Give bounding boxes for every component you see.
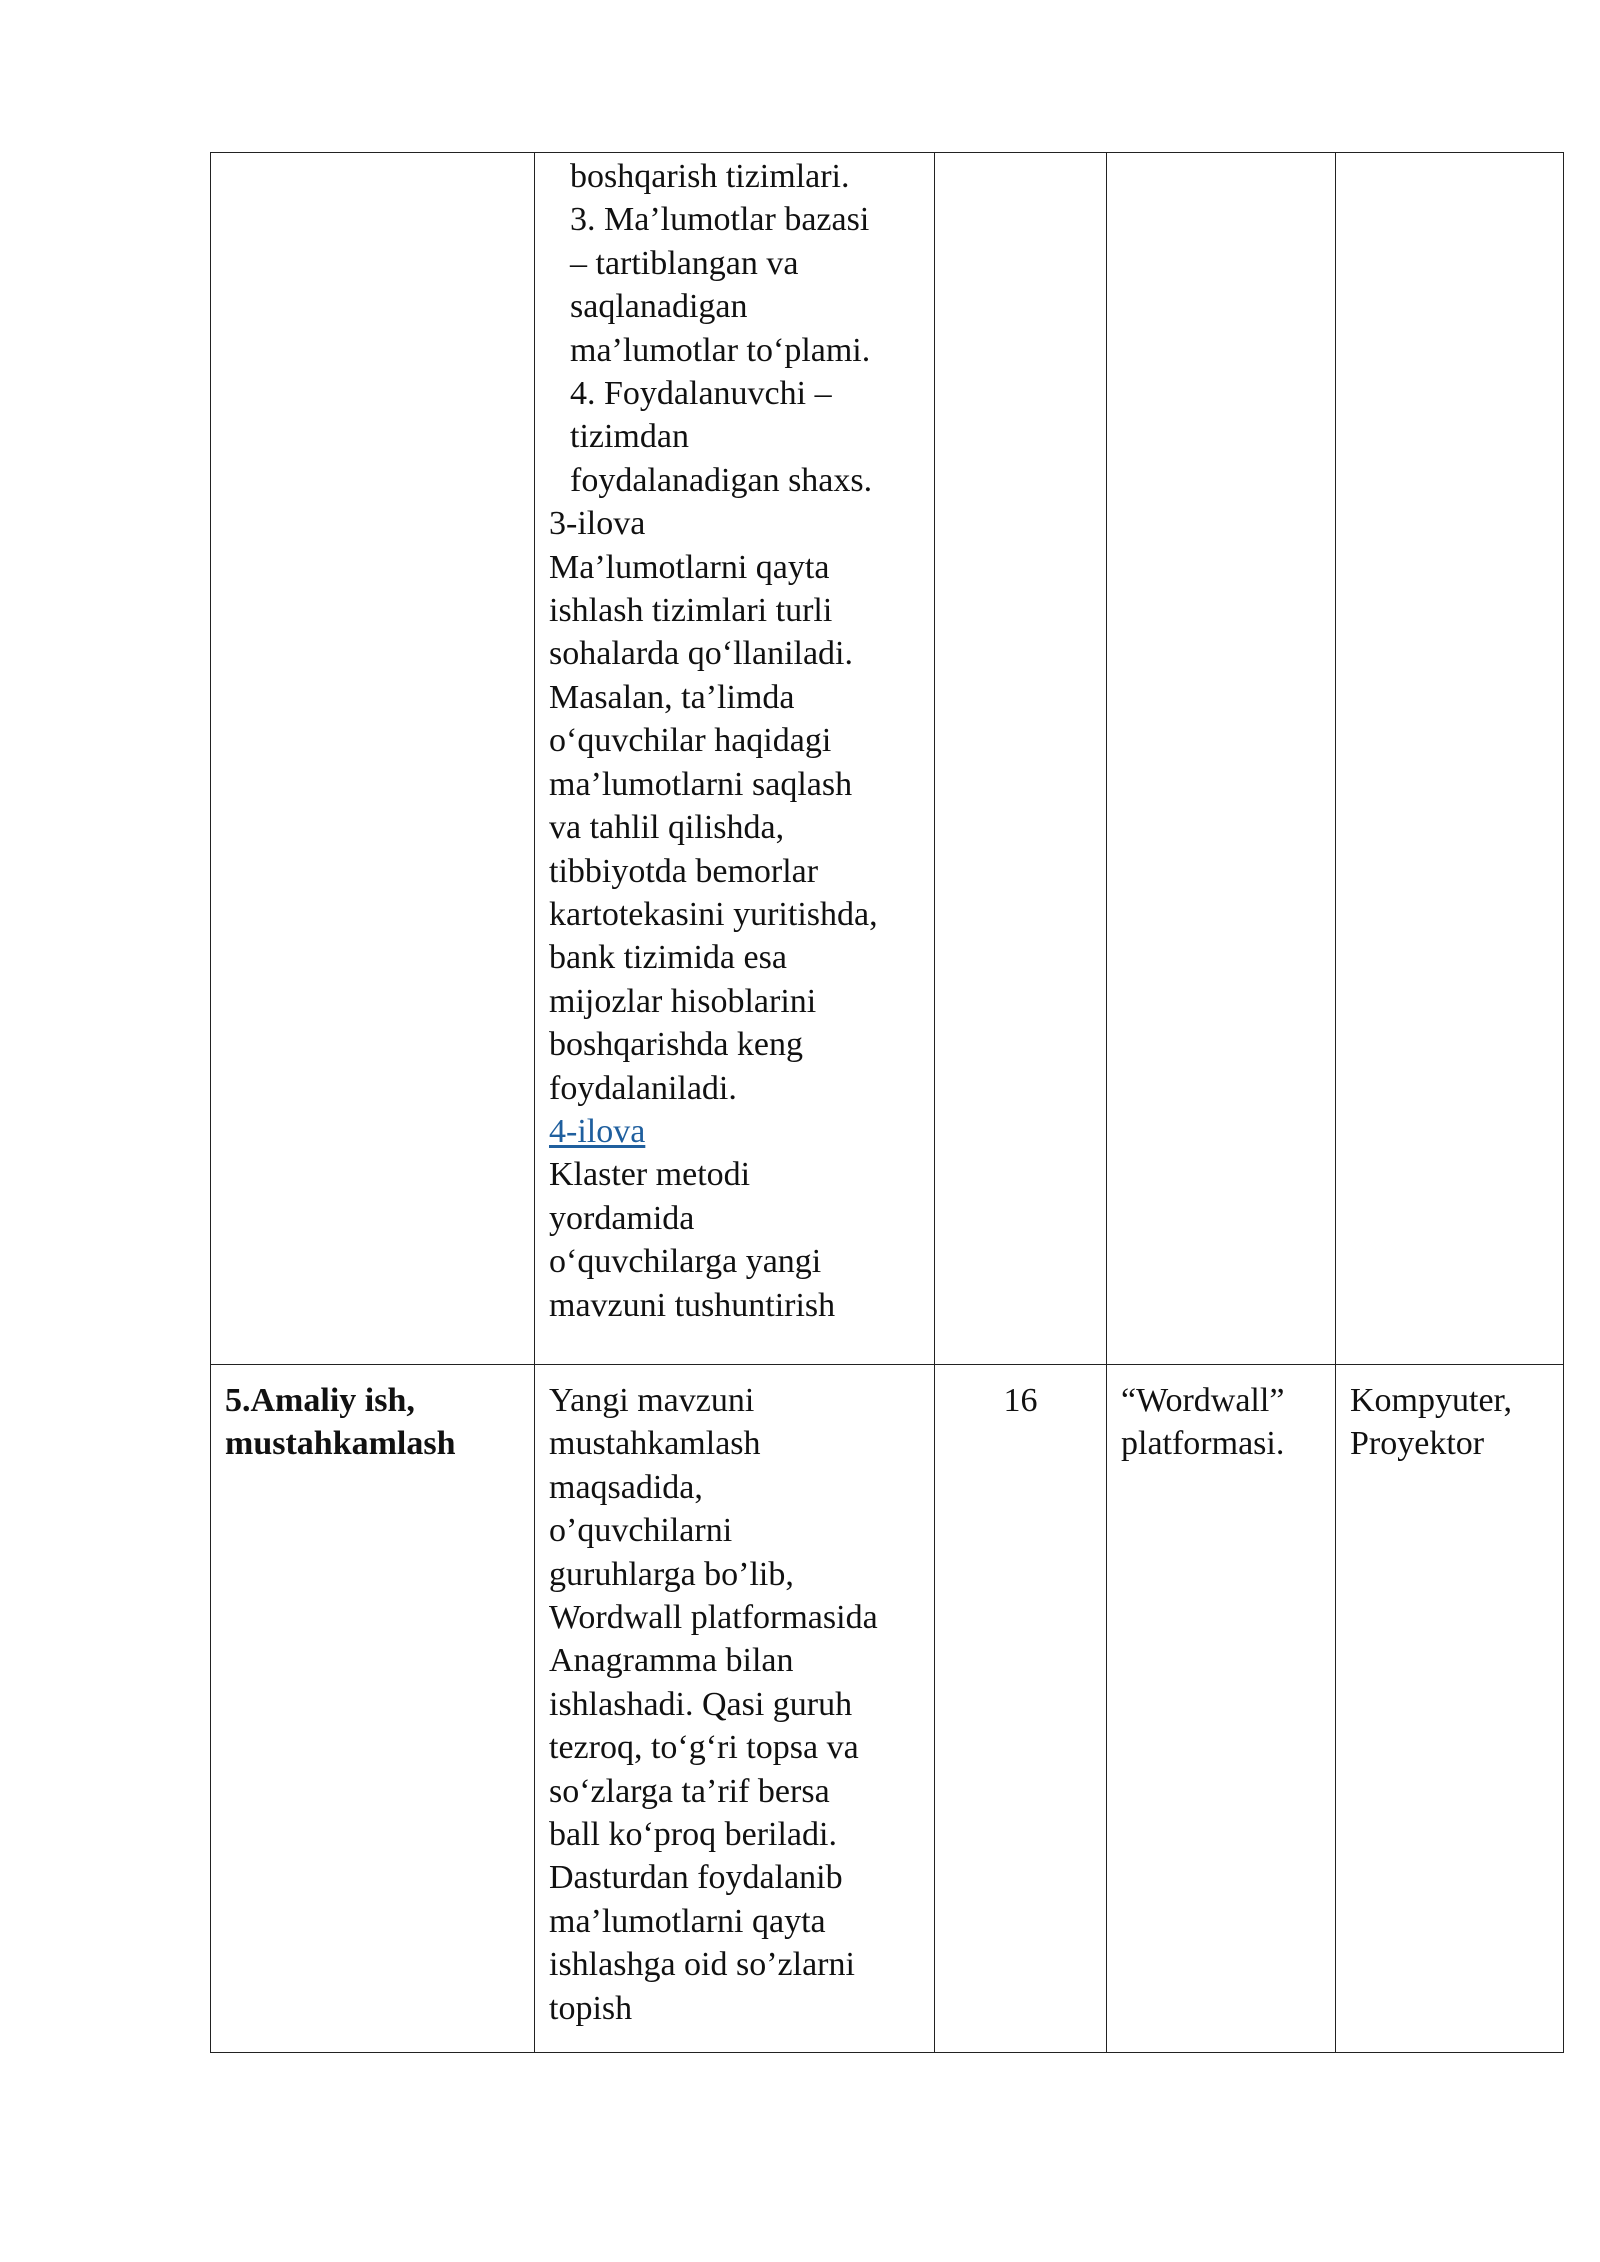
equipment-cell: [1336, 1365, 1564, 2053]
method-cell: [1107, 153, 1336, 1365]
list-text-line: – tartiblangan va: [570, 244, 799, 282]
body-text-line: Yangi mavzuni: [549, 1382, 755, 1419]
body-text-line: ishlashga oid so’zlarni: [549, 1946, 855, 1984]
stage-cell: [211, 153, 535, 1365]
list-text-line: foydalanadigan shaxs.: [570, 461, 873, 499]
description-cell: [535, 1365, 935, 2053]
table-row: [211, 153, 1564, 1365]
body-text-line: mijozlar hisoblarini: [549, 982, 817, 1020]
equipment-cell: [1336, 153, 1564, 1365]
body-text-line: maqsadida,: [549, 1468, 703, 1506]
body-text-line: Anagramma bilan: [549, 1642, 794, 1680]
body-text-line: Masalan, ta’limda: [549, 678, 795, 716]
body-text-line: Dasturdan foydalanib: [549, 1859, 843, 1897]
body-text-line: guruhlarga bo’lib,: [549, 1555, 794, 1593]
body-text-line: topish: [549, 1989, 633, 2027]
body-text-line: mustahkamlash: [549, 1425, 761, 1463]
stage-cell: [211, 1365, 535, 2053]
appendix-3-label: 3-ilova: [549, 505, 646, 543]
body-text-line: Ma’lumotlarni qayta: [549, 548, 830, 586]
body-text-line: ma’lumotlarni saqlash: [549, 765, 853, 803]
lesson-plan-table: [210, 152, 1564, 2053]
body-text-line: bank tizimida esa: [549, 939, 787, 977]
method-text-line: “Wordwall”: [1121, 1382, 1285, 1419]
equipment-text-line: Proyektor: [1350, 1425, 1485, 1463]
appendix-4-link[interactable]: 4-ilova: [549, 1112, 646, 1150]
body-text-line: tibbiyotda bemorlar: [549, 852, 819, 890]
body-text-line: tezroq, to‘g‘ri topsa va: [549, 1729, 859, 1767]
stage-title-line: mustahkamlash: [225, 1425, 456, 1463]
body-text-line: va tahlil qilishda,: [549, 809, 785, 847]
description-cell: [535, 153, 935, 1365]
stage-title-line: 5.Amaliy ish,: [225, 1382, 415, 1419]
body-text-line: o’quvchilarni: [549, 1512, 733, 1550]
time-value: 16: [1003, 1382, 1038, 1419]
method-cell: [1107, 1365, 1336, 2053]
time-cell: [935, 1365, 1107, 2053]
body-text-line: o‘quvchilarga yangi: [549, 1243, 822, 1281]
list-text-line: 4. Foydalanuvchi –: [570, 375, 832, 413]
body-text-line: ma’lumotlarni qayta: [549, 1902, 826, 1940]
body-text-line: boshqarishda keng: [549, 1026, 804, 1064]
equipment-text-line: Kompyuter,: [1350, 1382, 1512, 1419]
method-text-line: platformasi.: [1121, 1425, 1285, 1463]
list-text-line: 3. Ma’lumotlar bazasi: [570, 201, 870, 239]
body-text-line: Klaster metodi: [549, 1156, 751, 1194]
body-text-line: kartotekasini yuritishda,: [549, 895, 878, 933]
list-text-line: ma’lumotlar to‘plami.: [570, 331, 871, 369]
body-text-line: sohalarda qo‘llaniladi.: [549, 635, 854, 673]
body-text-line: ball ko‘proq beriladi.: [549, 1816, 837, 1854]
body-text-line: mavzuni tushuntirish: [549, 1286, 836, 1324]
body-text-line: yordamida: [549, 1199, 695, 1237]
body-text-line: so‘zlarga ta’rif bersa: [549, 1772, 830, 1810]
time-cell: [935, 153, 1107, 1365]
body-text-line: o‘quvchilar haqidagi: [549, 722, 832, 760]
body-text-line: foydalaniladi.: [549, 1069, 737, 1107]
list-text-line: saqlanadigan: [570, 288, 748, 326]
list-text-line: tizimdan: [570, 418, 689, 456]
body-text-line: Wordwall platformasida: [549, 1599, 878, 1637]
table-row: [211, 1365, 1564, 2053]
list-text-line: boshqarish tizimlari.: [570, 158, 850, 195]
body-text-line: ishlashadi. Qasi guruh: [549, 1685, 853, 1723]
body-text-line: ishlash tizimlari turli: [549, 592, 833, 630]
